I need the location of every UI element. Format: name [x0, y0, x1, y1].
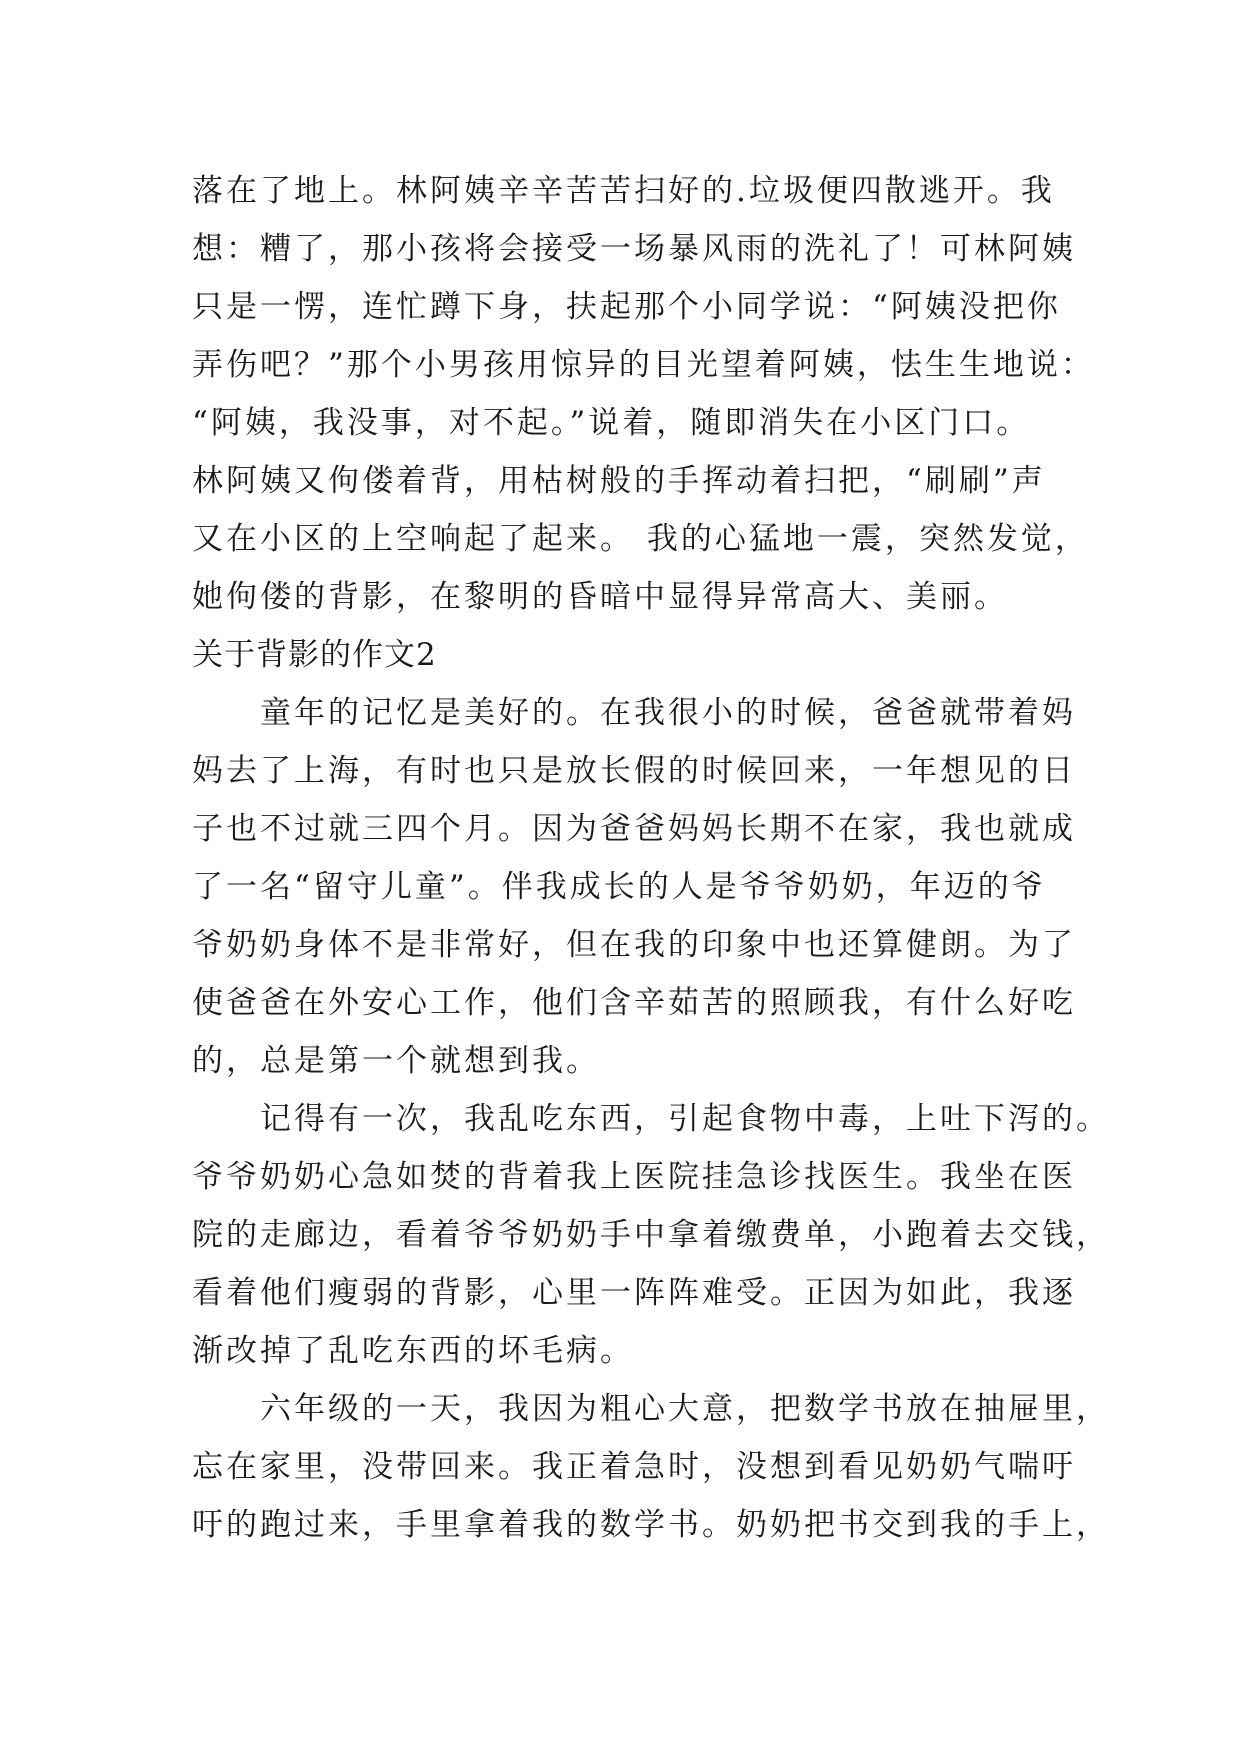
text-line: 渐改掉了乱吃东西的坏毛病。 — [192, 1333, 634, 1369]
text-line: 弄伤吧？”那个小男孩用惊异的目光望着阿姨，怯生生地说： — [192, 347, 1095, 383]
text-line: 记得有一次，我乱吃东西，引起食物中毒，上吐下泻的。 — [260, 1101, 1110, 1137]
text-line: 又在小区的上空响起了起来。 我的心猛地一震，突然发觉， — [192, 521, 1089, 557]
text-line: 看着他们瘦弱的背影，心里一阵阵难受。正因为如此，我逐 — [192, 1275, 1076, 1311]
text-line: 六年级的一天，我因为粗心大意，把数学书放在抽屉里， — [260, 1391, 1110, 1427]
text-line: “阿姨，我没事，对不起。”说着，随即消失在小区门口。 — [192, 405, 1031, 441]
text-line: 使爸爸在外安心工作，他们含辛茹苦的照顾我，有什么好吃 — [192, 985, 1076, 1021]
text-line: 的，总是第一个就想到我。 — [192, 1043, 600, 1079]
text-line: 妈去了上海，有时也只是放长假的时候回来，一年想见的日 — [192, 753, 1076, 789]
text-line: 忘在家里，没带回来。我正着急时，没想到看见奶奶气喘吁 — [192, 1449, 1076, 1485]
text-line: 童年的记忆是美好的。在我很小的时候，爸爸就带着妈 — [260, 695, 1076, 731]
text-line: 爷奶奶身体不是非常好，但在我的印象中也还算健朗。为了 — [192, 927, 1076, 963]
section-continuation — [192, 162, 1095, 626]
text-line: 落在了地上。林阿姨辛辛苦苦扫好的.垃圾便四散逃开。我 — [192, 173, 1055, 209]
text-line: 子也不过就三四个月。因为爸爸妈妈长期不在家，我也就成 — [192, 811, 1076, 847]
text-line: 只是一愣，连忙蹲下身，扶起那个小同学说：“阿姨没把你 — [192, 289, 1061, 325]
paragraph-math-book — [192, 1380, 1110, 1554]
text-line: 她佝偻的背影，在黎明的昏暗中显得异常高大、美丽。 — [192, 579, 1008, 615]
text-line: 院的走廊边，看着爷爷奶奶手中拿着缴费单，小跑着去交钱， — [192, 1217, 1110, 1253]
document-page — [192, 162, 1110, 1554]
text-line: 了一名“留守儿童”。伴我成长的人是爷爷奶奶，年迈的爷 — [192, 869, 1046, 905]
text-line: 想：糟了，那小孩将会接受一场暴风雨的洗礼了！可林阿姨 — [192, 231, 1076, 267]
essay-heading: 关于背影的作文2 — [192, 637, 437, 673]
paragraph-hospital — [192, 1090, 1110, 1380]
text-line: 吁的跑过来，手里拿着我的数学书。奶奶把书交到我的手上， — [192, 1507, 1110, 1543]
text-line: 林阿姨又佝偻着背，用枯树般的手挥动着扫把，“刷刷”声 — [192, 463, 1046, 499]
text-line: 爷爷奶奶心急如焚的背着我上医院挂急诊找医生。我坐在医 — [192, 1159, 1076, 1195]
paragraph-childhood — [192, 684, 1076, 1090]
